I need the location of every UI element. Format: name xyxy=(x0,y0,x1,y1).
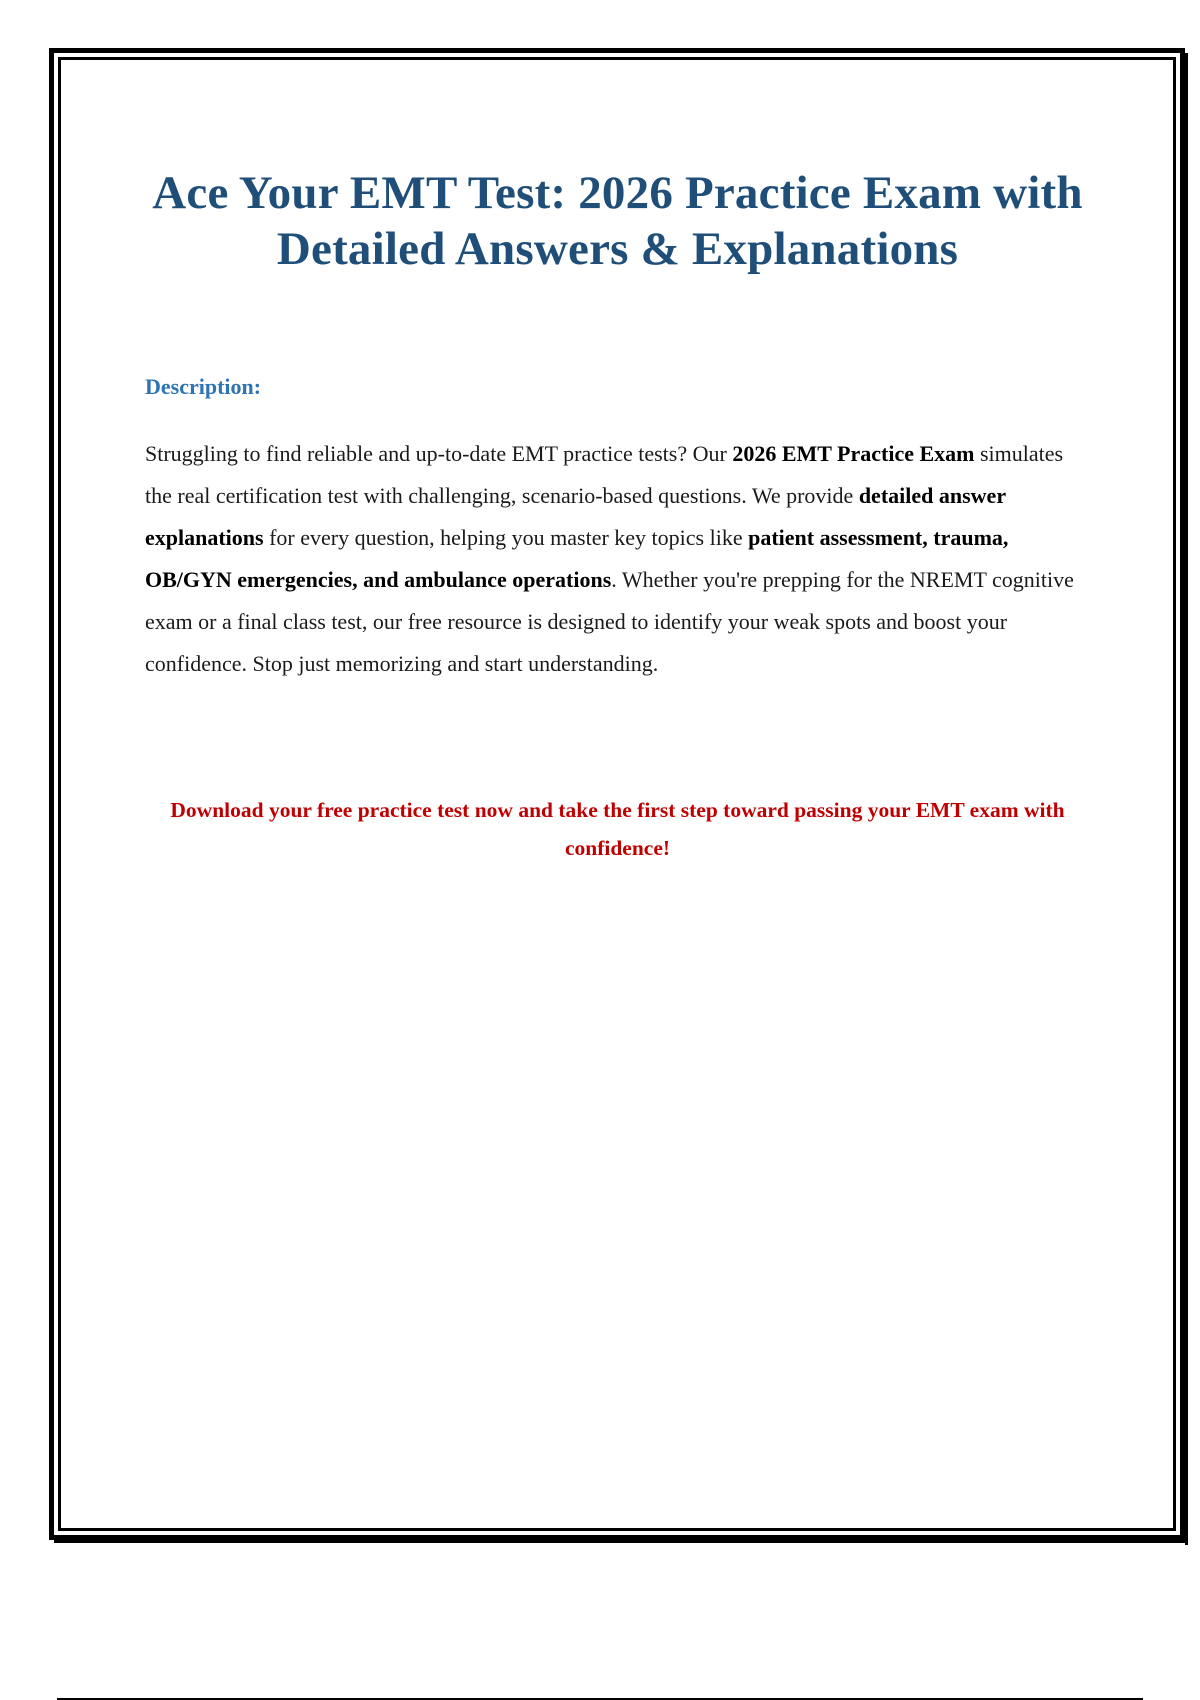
page-border-shadow-right xyxy=(1185,53,1188,1545)
description-emphasis: patient assessment, trauma, OB/GYN emergencies, and ambulance operations xyxy=(145,525,1009,592)
description-text: . Whether you're prepping for the NREMT cognitive exam or a final class test, our free resource is designed to identify your weak spots and boost your confidence. Stop just memorizing and start understanding. xyxy=(145,567,1074,676)
document-title: Ace Your EMT Test: 2026 Practice Exam with Detailed Answers & Explanations xyxy=(152,167,1083,275)
page-border-shadow-bottom xyxy=(54,1540,1188,1543)
document-content xyxy=(145,165,1090,867)
description-emphasis: detailed answer explanations xyxy=(145,483,1006,550)
description-text: for every question, helping you master key topics like xyxy=(263,525,749,550)
description-emphasis: 2026 EMT Practice Exam xyxy=(732,441,975,466)
description-text: Struggling to find reliable and up-to-date EMT practice tests? Our xyxy=(145,441,733,466)
call-to-action: Download your free practice test now and take the first step toward passing your EMT exam with confidence! xyxy=(170,798,1065,860)
description-heading: Description: xyxy=(145,374,262,399)
description-text: simulates the real certification test with challenging, scenario-based questions. We provide xyxy=(145,441,1064,508)
description-paragraph xyxy=(145,433,1090,685)
